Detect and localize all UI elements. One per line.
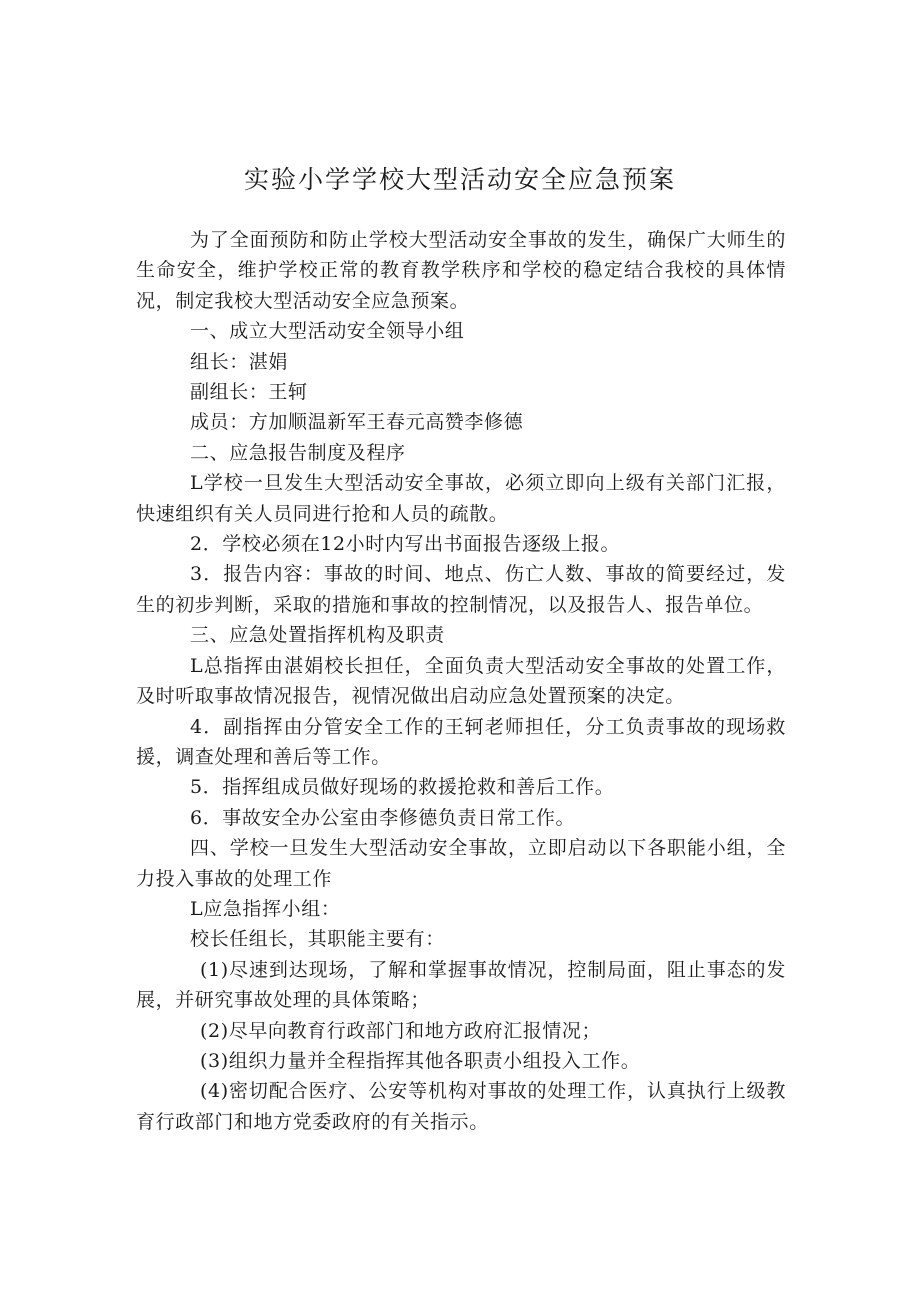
body-line: L应急指挥小组： bbox=[190, 897, 341, 920]
document-title: 实验小学学校大型活动安全应急预案 bbox=[243, 165, 676, 194]
list-item: (4)密切配合医疗、公安等机构对事故的处理工作，认真执行上级教育行政部门和地方党委政府的有关指示。 bbox=[136, 1080, 786, 1133]
body-line: 副组长：王轲 bbox=[190, 381, 308, 404]
body-line: 组长：湛娟 bbox=[190, 350, 289, 373]
body-paragraph: 2．学校必须在12小时内写出书面报告逐级上报。 bbox=[190, 533, 621, 556]
intro-paragraph: 为了全面预防和防止学校大型活动安全事故的发生，确保广大师生的生命安全，维护学校正常的教育教学秩序和学校的稳定结合我校的具体情况，制定我校大型活动安全应急预案。 bbox=[136, 229, 786, 312]
body-line: 成员：方加顺温新军王春元高赞李修德 bbox=[190, 411, 524, 434]
list-item: (2)尽早向教育行政部门和地方政府汇报情况； bbox=[200, 1019, 602, 1042]
document-body bbox=[136, 225, 786, 1137]
section-heading: 三、应急处置指挥机构及职责 bbox=[190, 624, 445, 647]
body-paragraph: L学校一旦发生大型活动安全事故，必须立即向上级有关部门汇报，快速组织有关人员同进行抢和人员的疏散。 bbox=[136, 472, 786, 525]
body-paragraph: 4．副指挥由分管安全工作的王轲老师担任，分工负责事故的现场救援，调查处理和善后等工作。 bbox=[136, 715, 786, 768]
body-paragraph: 5．指挥组成员做好现场的救援抢救和善后工作。 bbox=[190, 776, 615, 799]
section-heading: 一、成立大型活动安全领导小组 bbox=[190, 320, 465, 343]
body-paragraph: 3．报告内容：事故的时间、地点、伤亡人数、事故的简要经过，发生的初步判断，采取的措施和事故的控制情况，以及报告人、报告单位。 bbox=[136, 563, 786, 616]
body-paragraph: 6．事故安全办公室由李修德负责日常工作。 bbox=[190, 806, 576, 829]
body-paragraph: L总指挥由湛娟校长担任，全面负责大型活动安全事故的处置工作，及时听取事故情况报告，视情况做出启动应急处置预案的决定。 bbox=[136, 654, 786, 708]
body-line: 校长任组长，其职能主要有： bbox=[190, 928, 445, 951]
section-heading: 四、学校一旦发生大型活动安全事故，立即启动以下各职能小组，全力投入事故的处理工作 bbox=[136, 837, 786, 890]
list-item: (3)组织力量并全程指挥其他各职责小组投入工作。 bbox=[200, 1049, 641, 1072]
list-item: (1)尽速到达现场，了解和掌握事故情况，控制局面，阻止事态的发展，并研究事故处理的具体策略； bbox=[136, 958, 786, 1012]
section-heading: 二、应急报告制度及程序 bbox=[190, 441, 406, 464]
